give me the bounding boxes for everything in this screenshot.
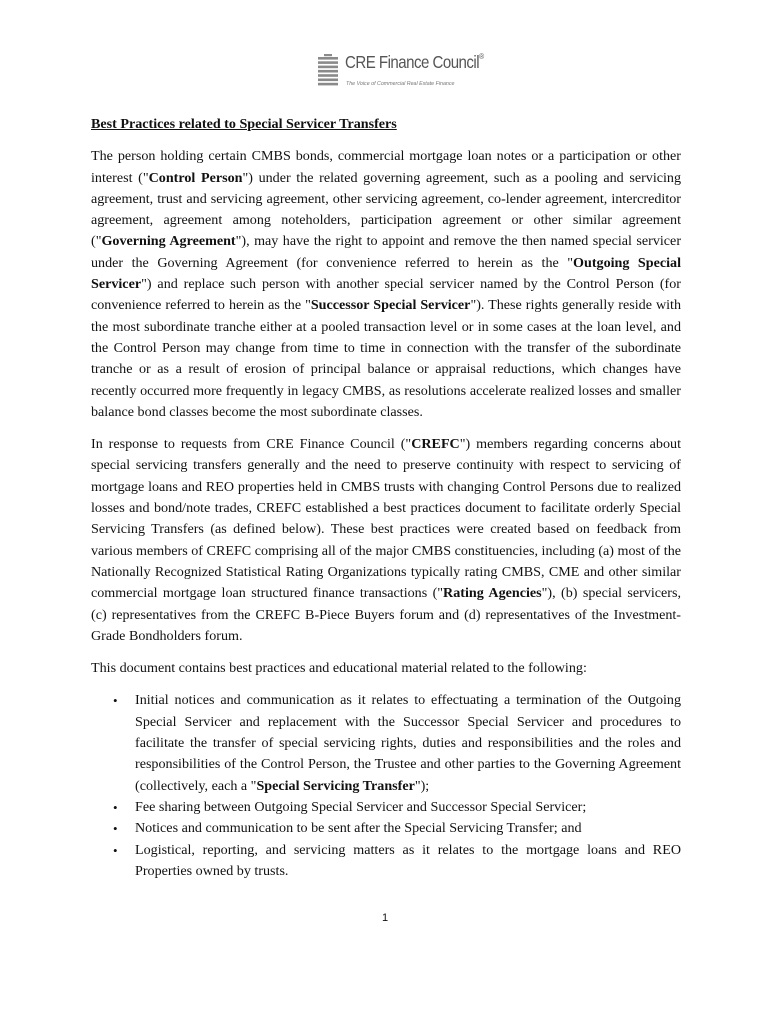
bullet-list (91, 690, 681, 882)
logo-name: CRE Finance Council® (345, 52, 484, 72)
list-item: • Logistical, reporting, and servicing matters as it relates to the mortgage loans and REO Properties owned by trusts. (113, 841, 681, 879)
document-heading: Best Practices related to Special Servicer Transfers (91, 116, 397, 132)
logo-tagline: The Voice of Commercial Real Estate Finance (346, 81, 455, 87)
bullet-icon: • (113, 842, 118, 858)
crefc-logo (316, 52, 484, 94)
list-item: • Fee sharing between Outgoing Special Servicer and Successor Special Servicer; (91, 797, 681, 818)
bullet-icon: • (113, 799, 118, 815)
list-item: • Initial notices and communication as it relates to effectuating a termination of the Outgoing Special Servicer and replacement with the Successor Special Servicer and procedures to facilitate the transfer of special servicing rights, duties and responsibilities and the roles and responsibilities of the Control Person, the Trustee and other parties to the Governing Agreement (collectively, each a "Special Servicing Transfer"); (113, 692, 681, 794)
document-body (91, 114, 681, 882)
page-number: 1 (381, 912, 389, 924)
paragraph-control-person: The person holding certain CMBS bonds, commercial mortgage loan notes or a participation or other interest ("Control Person") under the related governing agreement, such as a pooling and servicing agreement, trust and servicing agreement, other servicing agreement, co-lender agreement, intercreditor agreement, agreement among noteholders, participation agreement or other similar agreement ("Governing Agreement"), may have the right to appoint and remove the then named special servicer under the Governing Agreement (for convenience referred to herein as the "Outgoing Special Servicer") and replace such person with another special servicer named by the Control Person (for convenience referred to herein as the "Successor Special Servicer"). These rights generally reside with the most subordinate tranche either at a pooled transaction level or in some cases at the loan level, and the Control Person may change from time to time in connection with the transfer of the subordinate tranche or as a result of erosion of principal balance or appraisal reductions, which changes have recently occurred more frequently in legacy CMBS, as resolutions accelerate realized losses and smaller balance bond classes become the most subordinate classes. (91, 148, 682, 420)
bullet-icon: • (113, 821, 118, 837)
list-item: • Notices and communication to be sent after the Special Servicing Transfer; and (91, 818, 681, 839)
building-stack-icon (316, 54, 340, 88)
paragraph-document-contents: This document contains best practices and educational material related to the following: (91, 660, 587, 677)
bullet-icon: • (113, 693, 118, 709)
paragraph-crefc-request: In response to requests from CRE Finance Council ("CREFC") members regarding concerns about special servicing transfers generally and the need to preserve continuity with respect to servicing of mortgage loans and REO properties held in CMBS trusts with changing Control Persons due to realized losses and bond/note trades, CREFC established a best practices document to facilitate orderly Special Servicing Transfers (as defined below). These best practices were created based on feedback from various members of CREFC comprising all of the major CMBS constituencies, including (a) most of the Nationally Recognized Statistical Rating Organizations typically rating CMBS, CME and other similar commercial mortgage loan structured finance transactions ("Rating Agencies"), (b) special servicers, (c) representatives from the CREFC B-Piece Buyers forum and (d) representatives of the Investment-Grade Bondholders forum. (91, 436, 682, 644)
